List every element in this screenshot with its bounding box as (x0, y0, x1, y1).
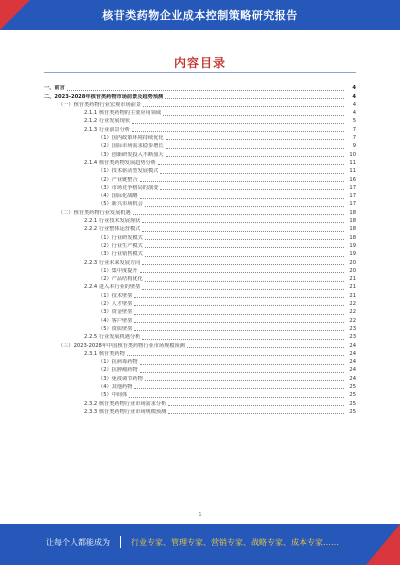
toc-entry-text: 2.1.4 核苷类药物发展趋势分析 (84, 159, 156, 166)
toc-leader-dots (142, 222, 344, 223)
toc-entry-text: （2）抗肿瘤药物 (98, 367, 138, 374)
toc-entry-page: 23 (349, 334, 356, 341)
toc-entry-text: （5）新兴市场机会 (98, 201, 143, 208)
toc-leader-dots (145, 206, 344, 207)
toc-entry-page: 9 (352, 143, 356, 150)
footer-banner (0, 524, 400, 565)
toc-entry[interactable] (44, 258, 356, 266)
toc-leader-dots (145, 247, 344, 248)
toc-entry-text: （二）核苷类药物行业发展机遇 (58, 209, 131, 216)
toc-entry-page: 25 (349, 400, 356, 407)
toc-entry-page: 4 (352, 93, 356, 100)
toc-entry-page: 21 (349, 292, 356, 299)
toc-entry-page: 4 (352, 85, 356, 92)
toc-leader-dots (142, 289, 344, 290)
toc-entry[interactable] (44, 275, 356, 283)
toc-entry[interactable] (44, 350, 356, 358)
toc-entry[interactable] (44, 159, 356, 167)
toc-entry[interactable] (44, 92, 356, 100)
toc-leader-dots (129, 397, 344, 398)
toc-entry-page: 7 (352, 126, 356, 133)
toc-entry-text: （3）创新研发投入不断加大 (98, 151, 164, 158)
toc-entry-page: 18 (349, 218, 356, 225)
toc-entry-page: 10 (349, 151, 356, 158)
toc-entry[interactable] (44, 217, 356, 225)
toc-entry[interactable] (44, 358, 356, 366)
toc-entry-text: （2）产品结构优化 (98, 276, 143, 283)
toc-leader-dots (165, 98, 344, 99)
toc-entry-page: 25 (349, 383, 356, 390)
toc-leader-dots (134, 297, 344, 298)
toc-entry-text: （三）2023-2028年中国核苷类药物行业市场规模预测 (58, 342, 185, 349)
toc-entry[interactable] (44, 399, 356, 407)
toc-entry-page: 17 (349, 201, 356, 208)
report-title: 核苷类药物企业成本控制策略研究报告 (102, 9, 298, 22)
toc-entry[interactable] (44, 117, 356, 125)
toc-leader-dots (163, 115, 344, 116)
toc-entry-text: （2）人才壁垒 (98, 301, 133, 308)
toc-entry-text: （4）国际化战略 (98, 193, 138, 200)
header-banner (0, 0, 400, 30)
toc-entry[interactable] (44, 150, 356, 158)
toc-entry-page: 18 (349, 209, 356, 216)
toc-entry[interactable] (44, 167, 356, 175)
toc-entry[interactable] (44, 109, 356, 117)
toc-entry-page: 21 (349, 284, 356, 291)
toc-entry-text: （5）中间体 (98, 392, 128, 399)
toc-entry[interactable] (44, 383, 356, 391)
toc-entry-text: （1）国内政策环境持续优化 (98, 135, 164, 142)
toc-leader-dots (134, 330, 344, 331)
toc-entry[interactable] (44, 408, 356, 416)
toc-leader-dots (142, 339, 344, 340)
toc-entry[interactable] (44, 233, 356, 241)
toc-entry[interactable] (44, 374, 356, 382)
toc-leader-dots (166, 139, 344, 140)
slogan-right-text: 行业专家、管理专家、营销专家、战略专家、成本专家…… (131, 537, 339, 547)
toc-entry[interactable] (44, 200, 356, 208)
toc-entry-text: （2）行业生产模式 (98, 242, 143, 249)
toc-leader-dots (168, 413, 344, 414)
toc-entry[interactable] (44, 242, 356, 250)
toc-entry-text: （1）集中度提升 (98, 267, 138, 274)
toc-leader-dots (145, 239, 344, 240)
toc-entry-text: 2.1.1 核苷类药物的主要应用领域 (84, 110, 162, 117)
toc-leader-dots (145, 281, 344, 282)
toc-entry-text: （3）行业销售模式 (98, 251, 143, 258)
toc-entry-page: 23 (349, 325, 356, 332)
toc-entry-page: 24 (349, 359, 356, 366)
toc-entry-text: 2.2.4 进入本行业的壁垒 (84, 284, 141, 291)
toc-entry-text: 2.1.3 行业前景分析 (84, 126, 130, 133)
toc-entry-text: （一）核苷类药物行业宏观市场前景 (58, 101, 142, 108)
toc-entry-page: 18 (349, 234, 356, 241)
toc-entry-text: （5）资质壁垒 (98, 325, 133, 332)
toc-entry-text: 2.2.2 行业整体运营模式 (84, 226, 141, 233)
toc-entry[interactable] (44, 308, 356, 316)
toc-entry[interactable] (44, 341, 356, 349)
toc-entry-text: （3）资金壁垒 (98, 309, 133, 316)
toc-entry-text: 2.2.3 行业未来发展方向 (84, 259, 141, 266)
footer-corner-decoration (366, 524, 400, 565)
toc-entry-page: 7 (352, 135, 356, 142)
toc-entry-page: 11 (349, 159, 356, 166)
toc-entry-text: （1）技术壁垒 (98, 292, 133, 299)
toc-entry-page: 22 (349, 301, 356, 308)
toc-entry[interactable] (44, 391, 356, 399)
toc-leader-dots (158, 164, 344, 165)
toc-entry[interactable] (44, 175, 356, 183)
toc-entry[interactable] (44, 142, 356, 150)
toc-leader-dots (132, 123, 344, 124)
toc-entry-page: 19 (349, 251, 356, 258)
toc-entry-page: 4 (352, 110, 356, 117)
toc-leader-dots (160, 173, 344, 174)
toc-entry-text: （3）市场竞争格局的演变 (98, 184, 159, 191)
toc-entry[interactable] (44, 84, 356, 92)
toc-entry-page: 21 (349, 276, 356, 283)
toc-leader-dots (166, 148, 344, 149)
toc-entry-text: （1）抗病毒药物 (98, 359, 138, 366)
footer-slogan (46, 536, 339, 548)
slogan-divider (120, 536, 121, 548)
toc-entry[interactable] (44, 101, 356, 109)
toc-entry[interactable] (44, 283, 356, 291)
toc-entry[interactable] (44, 134, 356, 142)
toc-entry-text: 2.3.2 核苷类药物行业市场需求分析 (84, 400, 167, 407)
toc-leader-dots (187, 347, 344, 348)
toc-entry-page: 25 (349, 408, 356, 415)
toc-entry-text: （4）其他药物 (98, 383, 133, 390)
toc-entry[interactable] (44, 192, 356, 200)
toc-entry-page: 22 (349, 309, 356, 316)
toc-entry-page: 18 (349, 226, 356, 233)
toc-entry[interactable] (44, 184, 356, 192)
toc-entry-text: （2）产业链整合 (98, 176, 138, 183)
toc-leader-dots (160, 189, 344, 190)
toc-entry-page: 4 (352, 101, 356, 108)
toc-entry-page: 19 (349, 242, 356, 249)
toc-leader-dots (134, 305, 344, 306)
toc-leader-dots (140, 272, 344, 273)
toc-entry[interactable] (44, 208, 356, 216)
toc-entry-page: 24 (349, 375, 356, 382)
toc-entry[interactable] (44, 333, 356, 341)
toc-entry-page: 16 (349, 176, 356, 183)
toc-leader-dots (145, 380, 344, 381)
toc-leader-dots (140, 198, 344, 199)
toc-leader-dots (143, 106, 344, 107)
toc-entry-text: （2）国际市场需求稳步增长 (98, 143, 164, 150)
toc-entry-text: 2.3.3 核苷类药物行业市场规模预测 (84, 408, 167, 415)
toc-heading: 内容目录 (173, 56, 226, 70)
toc-entry[interactable] (44, 125, 356, 133)
toc-leader-dots (166, 156, 344, 157)
toc-entry-text: （1）技术驱动型发展模式 (98, 168, 159, 175)
toc-entry-page: 24 (349, 367, 356, 374)
slogan-left-text: 让每个人都能成为 (46, 537, 110, 547)
toc-entry-page: 17 (349, 184, 356, 191)
toc-entry[interactable] (44, 316, 356, 324)
toc-entry-page: 24 (349, 342, 356, 349)
toc-leader-dots (127, 355, 344, 356)
toc-leader-dots (140, 372, 344, 373)
toc-entry[interactable] (44, 366, 356, 374)
toc-entry-text: （3）免疫调节药物 (98, 375, 143, 382)
toc-leader-dots (132, 131, 344, 132)
toc-leader-dots (134, 388, 344, 389)
toc-entry[interactable] (44, 267, 356, 275)
toc-entry-text: 2.2.1 行业技术发展现状 (84, 218, 141, 225)
toc-entry-page: 20 (349, 267, 356, 274)
toc-leader-dots (142, 264, 344, 265)
toc-entry-page: 22 (349, 317, 356, 324)
toc-entry-text: （1）行业研发模式 (98, 234, 143, 241)
toc-entry-text: 2.1.2 行业发展现状 (84, 118, 130, 125)
toc-entry[interactable] (44, 250, 356, 258)
toc-entry[interactable] (44, 291, 356, 299)
toc-entry[interactable] (44, 225, 356, 233)
toc-entry-page: 5 (352, 118, 356, 125)
toc-entry-text: （4）客户壁垒 (98, 317, 133, 324)
table-of-contents (44, 84, 356, 416)
toc-leader-dots (140, 181, 344, 182)
toc-entry-page: 20 (349, 259, 356, 266)
toc-entry-page: 17 (349, 193, 356, 200)
toc-leader-dots (140, 364, 344, 365)
toc-leader-dots (67, 90, 344, 91)
toc-entry-page: 24 (349, 350, 356, 357)
toc-entry-text: 二、2023-2028年核苷类药物市场前景及趋势预测 (44, 93, 164, 100)
page-number: 1 (198, 512, 202, 518)
toc-leader-dots (145, 256, 344, 257)
toc-entry-text: 2.2.5 行业发展机遇分析 (84, 334, 141, 341)
toc-entry-page: 25 (349, 392, 356, 399)
toc-entry-text: 一、前言 (44, 85, 65, 92)
toc-leader-dots (134, 322, 344, 323)
toc-divider (44, 72, 356, 73)
toc-entry-page: 11 (349, 168, 356, 175)
toc-entry-text: 2.3.1 核苷类药物 (84, 350, 125, 357)
toc-entry[interactable] (44, 325, 356, 333)
toc-leader-dots (134, 314, 344, 315)
toc-leader-dots (142, 231, 344, 232)
toc-entry[interactable] (44, 300, 356, 308)
toc-leader-dots (133, 214, 344, 215)
toc-leader-dots (168, 405, 344, 406)
